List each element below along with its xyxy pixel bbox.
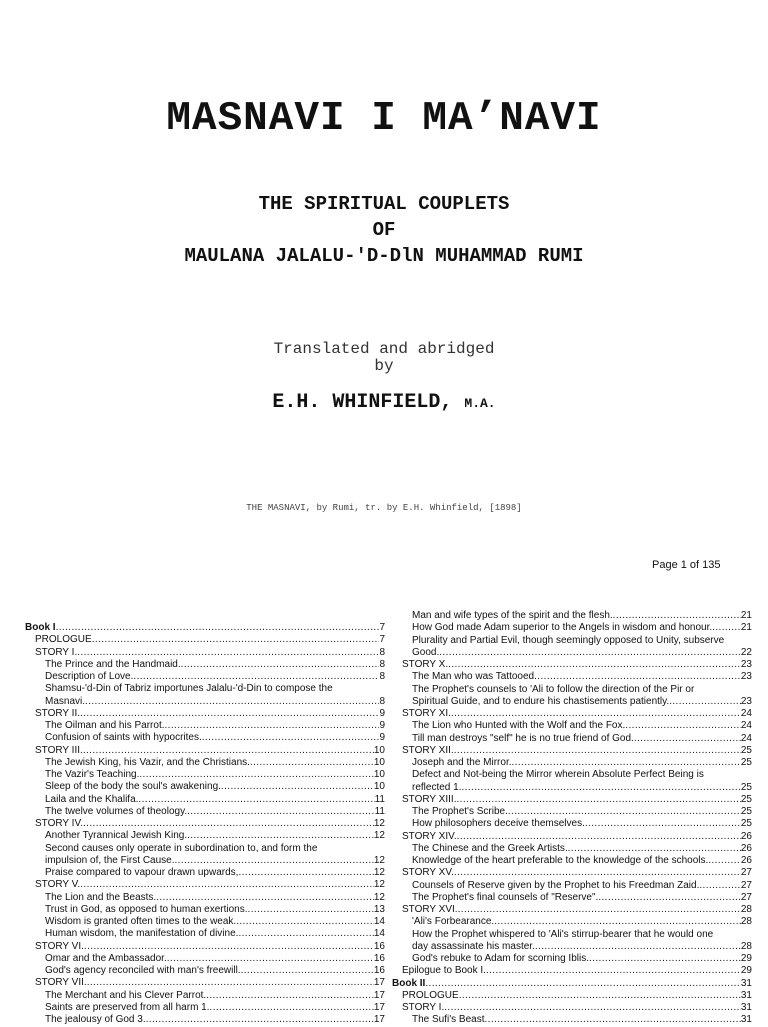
toc-entry[interactable] — [392, 941, 752, 953]
toc-dot-leader — [568, 843, 741, 855]
toc-dot-leader — [165, 720, 380, 732]
toc-entry-title: Another Tyrannical Jewish King. — [45, 830, 188, 842]
toc-page-number: 7 — [379, 622, 385, 633]
toc-dot-leader — [456, 794, 740, 806]
document-title: MASNAVI I MA’NAVI — [166, 96, 602, 142]
toc-dot-leader — [512, 757, 741, 769]
toc-entry[interactable] — [392, 880, 752, 892]
toc-page-number: 9 — [379, 720, 385, 731]
toc-entry[interactable] — [392, 818, 752, 830]
toc-page-number: 25 — [740, 818, 752, 830]
toc-entry-title: 'Ali's Forbearance. — [412, 916, 495, 928]
toc-entry[interactable] — [25, 867, 385, 879]
toc-entry[interactable] — [25, 659, 385, 671]
toc-page-number: 12 — [373, 867, 385, 878]
toc-page-number: 7 — [379, 634, 385, 646]
toc-page-number: 9 — [379, 707, 385, 719]
toc-entry[interactable] — [392, 671, 752, 683]
toc-entry[interactable] — [25, 745, 385, 757]
toc-entry-title: Book II — [392, 977, 426, 989]
toc-dot-leader — [221, 781, 374, 793]
toc-entry[interactable] — [392, 659, 752, 671]
toc-dot-leader — [454, 745, 741, 757]
toc-entry[interactable] — [25, 634, 385, 646]
toc-entry-title: Masnavi. — [45, 695, 86, 707]
toc-dot-leader — [439, 647, 741, 659]
toc-entry-title: STORY XII. — [402, 744, 454, 756]
toc-page-number: 8 — [379, 671, 385, 682]
toc-entry[interactable] — [25, 990, 385, 1002]
toc-page-number: 25 — [740, 781, 752, 793]
toc-entry[interactable] — [25, 855, 385, 867]
toc-page-number: 10 — [373, 781, 385, 793]
toc-entry[interactable] — [392, 708, 752, 720]
toc-page-number: 25 — [740, 793, 752, 805]
toc-entry-title: The Merchant and his Clever Parrot. — [45, 989, 207, 1001]
toc-dot-leader — [448, 659, 741, 671]
toc-entry[interactable] — [392, 855, 752, 867]
toc-page-number: 23 — [740, 695, 752, 707]
toc-entry-title: PROLOGUE — [402, 989, 459, 1001]
toc-dot-leader — [175, 855, 374, 867]
source-line: THE MASNAVI, by Rumi, tr. by E.H. Whinfield, [1898] — [246, 503, 522, 513]
toc-entry-title: Description of Love. — [45, 671, 134, 682]
toc-entry[interactable] — [392, 904, 752, 916]
toc-page-number: 14 — [373, 916, 385, 927]
toc-dot-leader — [712, 622, 741, 634]
toc-page-number: 22 — [740, 646, 752, 658]
toc-page-number: 27 — [740, 879, 752, 891]
toc-entry-title: Till man destroys "self" he is no true friend of God. — [412, 732, 634, 744]
toc-entry[interactable] — [392, 990, 752, 1002]
toc-entry[interactable] — [392, 794, 752, 806]
toc-entry-title: Laila and the Khalifa. — [45, 793, 139, 805]
toc-left-column — [25, 622, 385, 1026]
toc-entry[interactable] — [25, 647, 385, 659]
toc-page-number: 29 — [740, 953, 752, 964]
toc-entry-title: STORY XIII. — [402, 793, 457, 805]
toc-entry-title: day assassinate his master. — [412, 940, 535, 952]
toc-page-number: 17 — [373, 1014, 385, 1025]
toc-entry-title: The Man who was Tattooed — [412, 671, 535, 683]
toc-dot-leader — [92, 634, 380, 646]
toc-page-number: 26 — [740, 842, 752, 854]
toc-entry-title: The Jewish King, his Vazir, and the Christians. — [45, 756, 250, 768]
page-number: Page 1 of 135 — [652, 559, 721, 571]
toc-page-number: 21 — [740, 622, 752, 634]
toc-entry-title: Joseph and the Mirror. — [412, 757, 512, 768]
toc-entry[interactable] — [392, 720, 752, 732]
toc-dot-leader — [669, 696, 741, 708]
toc-dot-leader — [238, 867, 373, 879]
toc-dot-leader — [708, 855, 741, 867]
toc-dot-leader — [84, 941, 374, 953]
toc-dot-leader — [167, 953, 374, 965]
toc-entry[interactable] — [25, 965, 385, 977]
toc-entry[interactable] — [25, 781, 385, 793]
toc-entry[interactable] — [25, 696, 385, 708]
toc-entry-title: Wisdom is granted often times to the weak. — [45, 916, 237, 927]
toc-entry[interactable] — [25, 1002, 385, 1014]
toc-entry-title: Saints are preserved from all harm 1. — [45, 1001, 210, 1013]
toc-entry[interactable] — [25, 794, 385, 806]
toc-entry[interactable] — [392, 843, 752, 855]
toc-page-number: 14 — [373, 928, 385, 940]
toc-entry-text[interactable]: Defect and Not-being the Mirror wherein Absolute Perfect Being is — [412, 769, 704, 781]
toc-dot-leader — [425, 978, 741, 990]
toc-entry[interactable] — [392, 782, 752, 794]
toc-page-number: 24 — [740, 720, 752, 732]
toc-entry[interactable] — [392, 733, 752, 745]
toc-page-number: 26 — [740, 855, 752, 866]
translator-degree: M.A. — [464, 396, 496, 411]
toc-dot-leader — [187, 830, 374, 842]
toc-entry-title: The Prince and the Handmaid. — [45, 658, 181, 670]
toc-dot-leader — [80, 708, 379, 720]
toc-entry-title: PROLOGUE — [35, 634, 92, 646]
toc-entry[interactable] — [392, 757, 752, 769]
toc-entry[interactable] — [25, 708, 385, 720]
toc-dot-leader — [457, 831, 741, 843]
toc-page-number: 28 — [740, 916, 752, 928]
toc-dot-leader — [589, 953, 741, 965]
toc-dot-leader — [451, 708, 741, 720]
toc-dot-leader — [241, 965, 374, 977]
toc-page-number: 9 — [379, 732, 385, 744]
toc-entry[interactable] — [392, 622, 752, 634]
toc-entry-title: Knowledge of the heart preferable to the knowledge of the schools. — [412, 855, 709, 866]
toc-entry-text[interactable]: Second causes only operate in subordination to, and form the — [45, 842, 318, 854]
toc-entry-title: The Vazir's Teaching. — [45, 769, 140, 780]
toc-entry-title: STORY X. — [402, 659, 449, 670]
toc-entry-title: The Chinese and the Greek Artists. — [412, 842, 568, 854]
toc-dot-leader — [77, 647, 379, 659]
toc-entry[interactable] — [25, 892, 385, 904]
toc-page-number: 10 — [373, 769, 385, 780]
toc-entry[interactable] — [25, 757, 385, 769]
toc-entry-title: Spiritual Guide, and to endure his chastisements patiently. — [412, 695, 670, 707]
toc-right-column — [392, 610, 752, 1027]
toc-entry[interactable] — [392, 1014, 752, 1026]
toc-entry-title: Epilogue to Book I. — [402, 965, 486, 977]
toc-entry-title: The Prophet's Scribe. — [412, 806, 508, 817]
toc-page-number: 27 — [740, 867, 752, 879]
toc-entry[interactable] — [25, 830, 385, 842]
toc-entry[interactable] — [392, 831, 752, 843]
toc-page-number: 28 — [740, 940, 752, 952]
toc-dot-leader — [613, 610, 741, 622]
toc-page-number: 16 — [373, 952, 385, 964]
toc-page-number: 8 — [379, 646, 385, 658]
toc-dot-leader — [534, 671, 741, 683]
toc-entry[interactable] — [25, 818, 385, 830]
toc-dot-leader — [202, 732, 380, 744]
toc-entry[interactable] — [392, 978, 752, 990]
toc-entry-title: STORY V. — [35, 879, 81, 891]
toc-entry-title: God's agency reconciled with man's freewill. — [45, 965, 241, 976]
toc-page-number: 12 — [373, 818, 385, 829]
toc-entry-title: STORY IV. — [35, 818, 83, 829]
translation-note: Translated and abridged — [273, 340, 495, 358]
toc-dot-leader — [83, 818, 374, 830]
toc-entry-title: Man and wife types of the spirit and the flesh. — [412, 610, 613, 621]
toc-entry[interactable] — [25, 977, 385, 989]
translator-name-text: E.H. WHINFIELD, — [272, 391, 453, 414]
subtitle-line-1: THE SPIRITUAL COUPLETS — [258, 193, 510, 215]
toc-entry-title: The Lion and the Beasts. — [45, 891, 157, 903]
toc-page-number: 25 — [740, 806, 752, 817]
toc-dot-leader — [146, 1014, 374, 1026]
toc-entry[interactable] — [25, 916, 385, 928]
toc-entry[interactable] — [392, 916, 752, 928]
toc-dot-leader — [625, 720, 741, 732]
toc-entry-title: Sleep of the body the soul's awakening. — [45, 781, 221, 793]
toc-dot-leader — [494, 916, 741, 928]
toc-entry-title: Praise compared to vapour drawn upwards, — [45, 867, 239, 878]
toc-page-number: 8 — [379, 695, 385, 707]
toc-page-number: 12 — [373, 879, 385, 891]
toc-page-number: 12 — [373, 854, 385, 866]
toc-entry-text[interactable]: The Prophet's counsels to 'Ali to follow the direction of the Pir or — [412, 683, 695, 695]
toc-page-number: 26 — [740, 830, 752, 842]
toc-page-number: 23 — [740, 659, 752, 670]
toc-page-number: 10 — [373, 744, 385, 756]
toc-page-number: 29 — [740, 965, 752, 977]
toc-dot-leader — [634, 733, 741, 745]
toc-entry-title: STORY VII. — [35, 977, 87, 989]
toc-dot-leader — [80, 879, 374, 891]
toc-dot-leader — [87, 977, 374, 989]
toc-entry-text[interactable]: Plurality and Partial Evil, though seemingly opposed to Unity, subserve — [412, 634, 725, 646]
toc-page-number: 12 — [373, 830, 385, 842]
toc-entry-title: STORY XV. — [402, 867, 454, 879]
toc-entry[interactable] — [25, 879, 385, 891]
toc-entry-title: How God made Adam superior to the Angels in wisdom and honour. — [412, 622, 713, 634]
toc-dot-leader — [699, 880, 741, 892]
toc-page-number: 27 — [740, 891, 752, 903]
toc-dot-leader — [139, 769, 374, 781]
toc-page-number: 31 — [740, 1002, 752, 1013]
toc-dot-leader — [133, 671, 379, 683]
toc-entry-title: impulsion of, the First Cause. — [45, 854, 175, 866]
toc-dot-leader — [486, 965, 741, 977]
toc-entry-title: God's rebuke to Adam for scorning Iblis. — [412, 953, 589, 964]
toc-page-number: 23 — [740, 671, 752, 683]
toc-entry[interactable] — [392, 965, 752, 977]
toc-entry-title: STORY III. — [35, 744, 83, 756]
toc-entry[interactable] — [25, 806, 385, 818]
toc-entry-text[interactable]: How the Prophet whispered to 'Ali's stirrup-bearer that he would one — [412, 928, 714, 940]
toc-dot-leader — [485, 1014, 741, 1026]
toc-page-number: 13 — [373, 903, 385, 915]
toc-page-number: 31 — [740, 989, 752, 1001]
toc-dot-leader — [598, 892, 741, 904]
toc-page-number: 24 — [740, 732, 752, 744]
toc-dot-leader — [156, 892, 374, 904]
toc-entry-title: STORY XIV. — [402, 830, 457, 842]
toc-entry-title: The Prophet's final counsels of "Reserve". — [412, 891, 599, 903]
toc-entry[interactable] — [25, 1014, 385, 1026]
toc-entry[interactable] — [392, 610, 752, 622]
toc-entry-text[interactable]: Shamsu-'d-Din of Tabriz importunes Jalalu-'d-Din to compose the — [45, 683, 333, 695]
toc-entry-title: STORY XVI. — [402, 904, 458, 915]
toc-entry[interactable] — [392, 953, 752, 965]
toc-dot-leader — [210, 1002, 374, 1014]
toc-page-number: 16 — [373, 940, 385, 952]
toc-page-number: 16 — [373, 965, 385, 976]
toc-page-number: 11 — [374, 793, 385, 805]
toc-page-number: 17 — [373, 989, 385, 1001]
toc-page-number: 10 — [373, 756, 385, 768]
toc-entry-title: reflected 1. — [412, 781, 462, 793]
toc-entry-title: STORY I. — [402, 1002, 445, 1013]
toc-dot-leader — [56, 622, 380, 634]
toc-dot-leader — [238, 928, 373, 940]
toc-dot-leader — [83, 745, 374, 757]
toc-entry-title: STORY XI. — [402, 708, 451, 719]
toc-entry[interactable] — [25, 622, 385, 634]
toc-entry[interactable] — [392, 892, 752, 904]
toc-page-number: 25 — [740, 757, 752, 768]
toc-entry-title: Omar and the Ambassador. — [45, 952, 167, 964]
toc-page-number: 17 — [373, 977, 385, 989]
toc-page-number: 31 — [740, 977, 752, 989]
toc-dot-leader — [236, 916, 374, 928]
toc-entry[interactable] — [25, 769, 385, 781]
toc-entry-title: Trust in God, as opposed to human exertions. — [45, 903, 248, 915]
toc-entry[interactable] — [392, 745, 752, 757]
toc-entry[interactable] — [25, 720, 385, 732]
toc-dot-leader — [181, 659, 380, 671]
toc-dot-leader — [187, 806, 375, 818]
toc-page-number: 25 — [740, 744, 752, 756]
toc-entry-title: Human wisdom, the manifestation of divine. — [45, 928, 239, 940]
toc-entry-title: Good. — [412, 646, 440, 658]
toc-page-number: 28 — [740, 904, 752, 915]
translation-by: by — [374, 357, 394, 375]
toc-entry-title: The Lion who Hunted with the Wolf and the Fox. — [412, 720, 626, 732]
toc-entry-title: The Sufi's Beast — [412, 1014, 485, 1026]
toc-dot-leader — [535, 941, 741, 953]
subtitle-line-3: MAULANA JALALU-'D-DlN MUHAMMAD RUMI — [184, 245, 584, 267]
toc-dot-leader — [250, 757, 374, 769]
toc-page-number: 11 — [374, 805, 385, 817]
toc-dot-leader — [454, 867, 741, 879]
toc-entry-title: STORY II. — [35, 707, 81, 719]
toc-entry[interactable] — [25, 928, 385, 940]
toc-dot-leader — [459, 990, 741, 1002]
toc-entry-title: The twelve volumes of theology. — [45, 805, 188, 817]
toc-dot-leader — [85, 696, 379, 708]
toc-entry[interactable] — [25, 671, 385, 683]
toc-entry[interactable] — [25, 941, 385, 953]
toc-dot-leader — [461, 782, 740, 794]
toc-entry-title: STORY I. — [35, 646, 78, 658]
toc-page-number: 12 — [373, 891, 385, 903]
toc-entry-title: The Oilman and his Parrot. — [45, 720, 165, 731]
toc-dot-leader — [444, 1002, 741, 1014]
toc-entry[interactable] — [392, 696, 752, 708]
toc-entry[interactable] — [392, 867, 752, 879]
translator-name — [0, 391, 768, 414]
toc-dot-leader — [206, 990, 374, 1002]
toc-page-number: 24 — [740, 708, 752, 719]
toc-entry-title: Counsels of Reserve given by the Prophet to his Freedman Zaid. — [412, 879, 700, 891]
toc-dot-leader — [458, 904, 741, 916]
toc-dot-leader — [248, 904, 374, 916]
toc-entry[interactable] — [392, 806, 752, 818]
toc-page-number: 21 — [740, 610, 752, 621]
toc-page-number: 31 — [740, 1014, 752, 1026]
toc-entry-title: Book I — [25, 622, 56, 633]
toc-dot-leader — [138, 794, 374, 806]
toc-entry[interactable] — [392, 1002, 752, 1014]
toc-entry[interactable] — [25, 904, 385, 916]
toc-page-number: 17 — [373, 1001, 385, 1013]
toc-dot-leader — [585, 818, 741, 830]
toc-entry-title: The jealousy of God 3. — [45, 1014, 146, 1025]
toc-entry[interactable] — [392, 647, 752, 659]
subtitle-line-2: OF — [372, 219, 396, 241]
toc-entry-title: STORY VI. — [35, 940, 84, 952]
toc-page-number: 8 — [379, 658, 385, 670]
toc-entry-title: How philosophers deceive themselves. — [412, 818, 585, 830]
toc-entry[interactable] — [25, 732, 385, 744]
toc-dot-leader — [508, 806, 741, 818]
toc-entry-title: Confusion of saints with hypocrites. — [45, 732, 202, 744]
toc-entry[interactable] — [25, 953, 385, 965]
